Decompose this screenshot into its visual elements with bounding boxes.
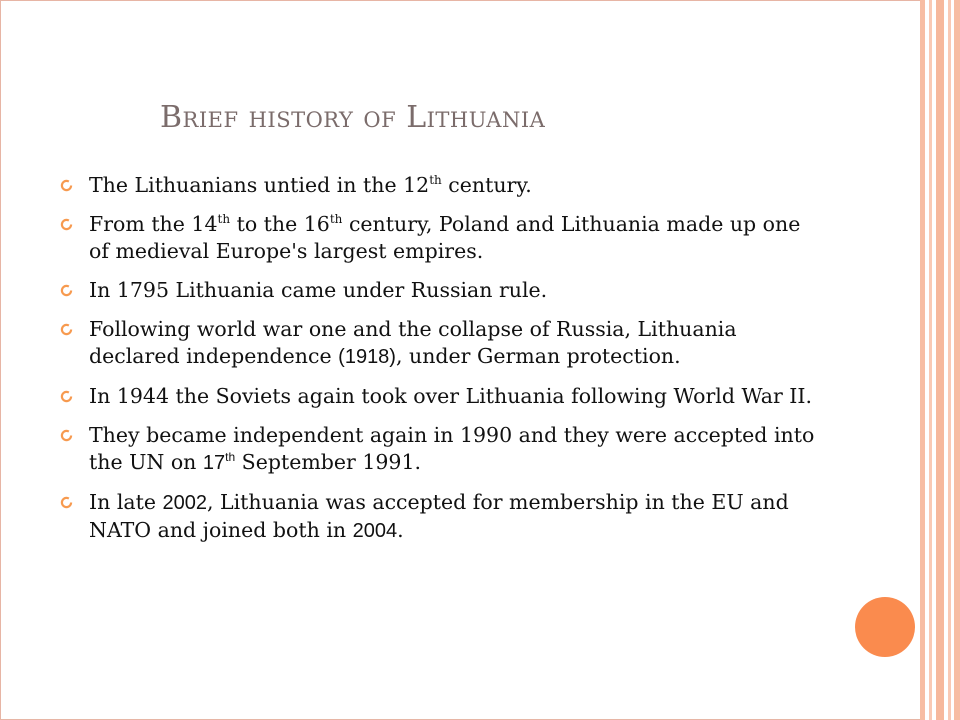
text-run: September 1991. [235,450,422,474]
text-run: , Lithuania was accepted for membership in the EU and NATO and joined both in [89,490,789,542]
text-run: In late [89,490,163,514]
bullet-list [60,172,820,557]
orange-ring-icon [60,218,73,231]
text-run: In 1944 the Soviets again took over Lithuania following World War II. [89,384,813,408]
orange-ring-icon [60,323,73,336]
text-run: century. [441,173,532,197]
bullet-item [60,383,820,410]
bullet-text [89,384,812,408]
accent-circle [855,597,915,657]
bullet-text [89,317,737,368]
bullet-item [60,316,820,371]
text-run: From the 14 [89,212,218,236]
text-run: (1918) [338,346,396,368]
bullet-text [89,173,532,197]
text-run: 2002 [162,492,207,514]
text-run: . [397,518,404,542]
orange-ring-icon [60,179,73,192]
superscript: th [329,212,343,227]
text-run: century, Poland and Lithuania made up one of medieval Europe's largest empires. [89,212,801,263]
text-run: They became independent again in 1990 and they were accepted into the UN on [89,423,815,474]
superscript: th [225,450,236,465]
superscript: th [217,212,231,227]
orange-ring-icon [60,284,73,297]
superscript: th [429,173,442,188]
bullet-item [60,277,820,304]
text-run: In 1795 Lithuania came under Russian rule. [89,278,548,302]
text-run: , under German protection. [395,344,681,368]
decorative-stripes [918,0,960,720]
bullet-item [60,172,820,199]
orange-ring-icon [60,429,73,442]
text-run: 17 [202,452,226,474]
bullet-text [89,490,789,542]
bullet-item [60,422,820,477]
text-run: Following world war one and the collapse of Russia, Lithuania declared independence [89,317,737,368]
bullet-text [89,278,547,302]
text-run: to the 16 [230,212,330,236]
bullet-item [60,211,820,265]
bullet-item [60,489,820,545]
orange-ring-icon [60,496,73,509]
bullet-text [89,423,814,474]
bullet-text [89,212,800,263]
orange-ring-icon [60,390,73,403]
text-run: The Lithuanians untied in the 12 [89,173,430,197]
slide-title: Brief history of Lithuania [160,100,546,135]
text-run: 2004 [352,520,398,542]
